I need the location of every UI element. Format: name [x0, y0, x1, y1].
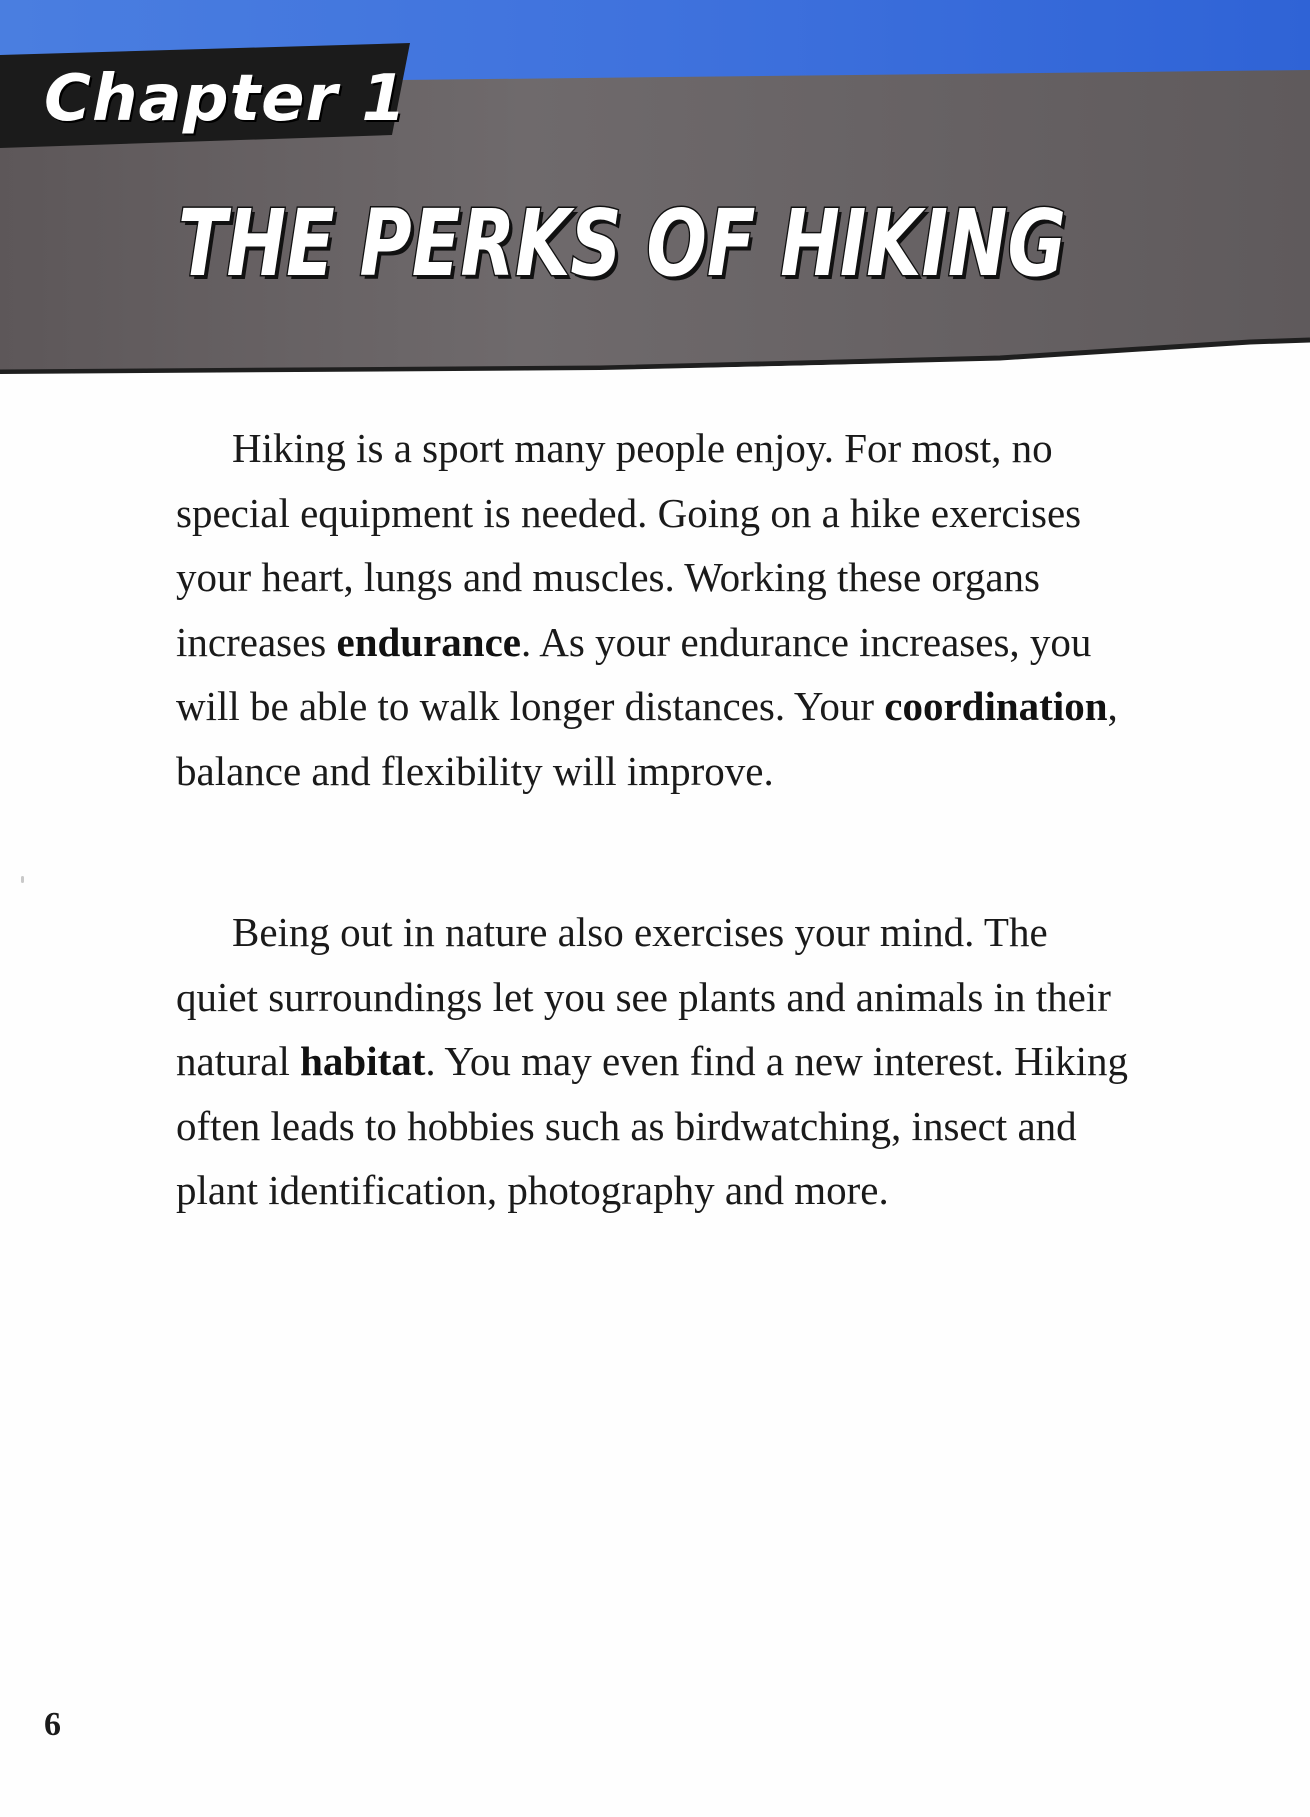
page-number: 6 [44, 1706, 61, 1743]
glossary-term-endurance: endurance [336, 618, 521, 665]
print-speck [21, 876, 24, 883]
chapter-title: THE PERKS OF HIKING [178, 190, 1066, 297]
chapter-banner [0, 0, 1310, 380]
glossary-term-coordination: coordination [884, 683, 1108, 729]
paragraph-1-text-b: . As your endurance increases, you will be able to walk longer distances. Your [176, 618, 1092, 729]
chapter-label: Chapter 1 [44, 62, 407, 136]
paragraph-1-text-c: , balance and flexibility will improve. [176, 683, 1118, 794]
glossary-term-habitat: habitat [300, 1038, 426, 1084]
paragraph-2-text-a: Being out in nature also exercises your mind. The quiet surroundings let you see plants and animals in their natural [176, 909, 1111, 1084]
paragraph-1 [176, 416, 1136, 803]
paragraph-2-text-b: . You may even find a new interest. Hiking often leads to hobbies such as birdwatching, insect and plant identification, photography and more. [176, 1038, 1128, 1213]
paragraph-1-text-a: Hiking is a sport many people enjoy. For most, no special equipment is needed. Going on a hike exercises your heart, lungs and muscles. Working these organs increases [176, 425, 1082, 665]
paragraph-2 [176, 900, 1136, 1223]
